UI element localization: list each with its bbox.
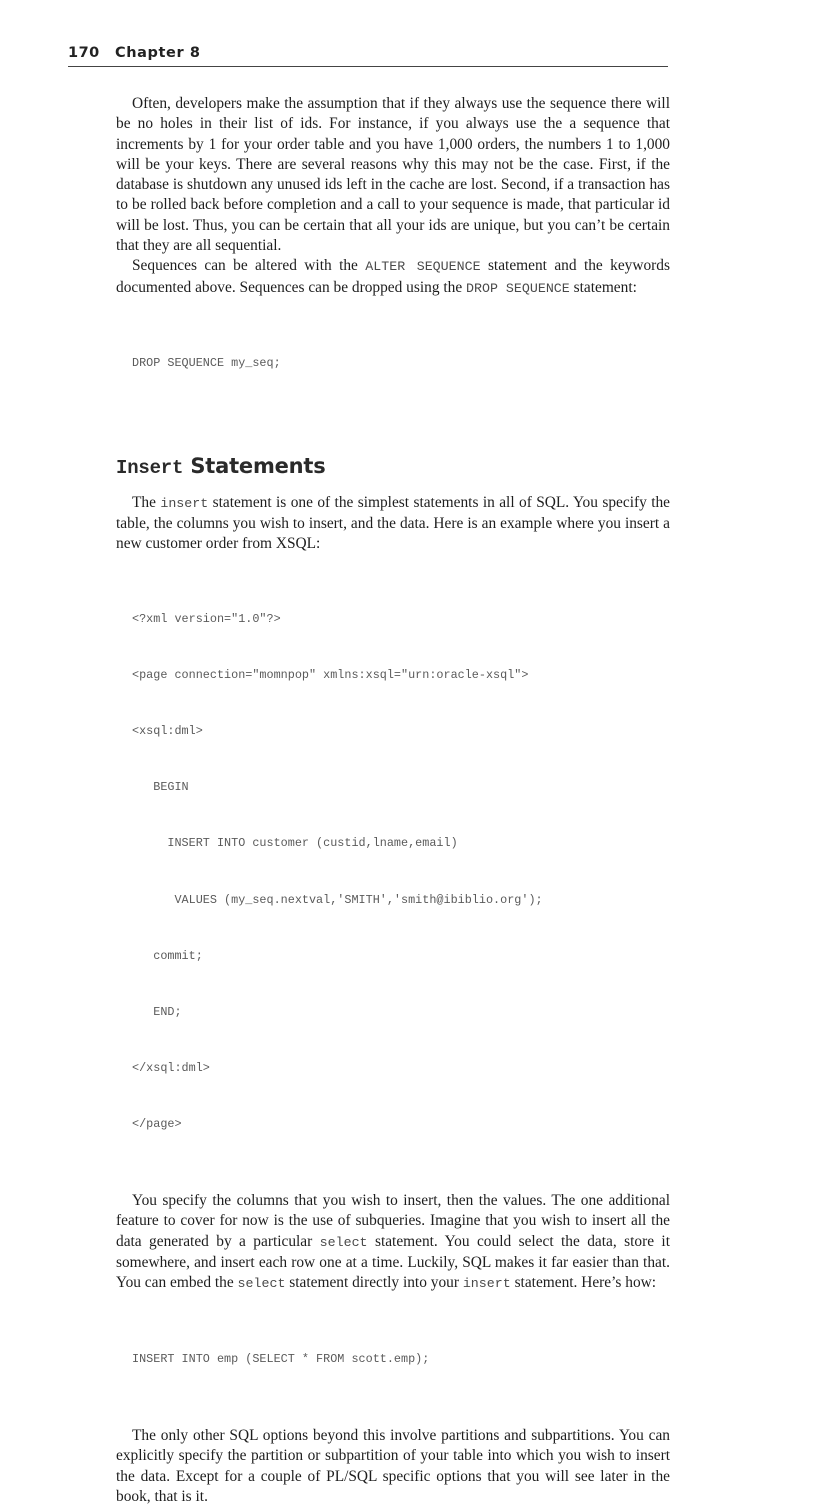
code-line: INSERT INTO customer (custid,lname,email): [132, 836, 458, 851]
paragraph-alter-drop: [116, 256, 670, 299]
paragraph-sequence-holes: Often, developers make the assumption that if they always use the sequence there will be no holes in their list of ids. For instance, if you always use the a sequence that increments by 1 for your order table and you have 1,000 orders, the numbers 1 to 1,000 will be your keys. There are several reasons why this may not be the case. First, if the database is shutdown any unused ids left in the cache are lost. Second, if a transaction has to be rolled back before completion and a call to your sequence is made, that particular id will be lost. Thus, you can be certain that all your ids are unique, but you can’t be certain that they are all sequential.: [116, 95, 670, 255]
paragraph-insert-intro: [116, 493, 670, 555]
inline-code: ALTER SEQUENCE: [365, 259, 481, 275]
inline-code: insert: [462, 1276, 511, 1292]
text-run: You specify the columns that you wish to insert, then the values. The one additional feature to cover for now is the use of subqueries. Imagine that you wish to insert all the data generated by a particular: [116, 1192, 670, 1250]
text-run: Sequences can be altered with the: [132, 257, 366, 275]
code-insert-select: [132, 1312, 670, 1406]
text-run: statement and the keywords documented above. Sequences can be dropped using the: [116, 257, 670, 296]
code-xsql-example: [132, 573, 670, 1171]
code-line: </page>: [132, 1116, 182, 1131]
paragraph-partitions: The only other SQL options beyond this involve partitions and subpartitions. You can explicitly specify the partition or subpartition of your table into which you wish to insert the data. Except for a couple of PL/SQL specific options that you will see later in the book, that is it.: [116, 1426, 670, 1505]
code-line: END;: [132, 1004, 182, 1019]
code-line: </xsql:dml>: [132, 1060, 210, 1075]
text-run: statement directly into your: [285, 1274, 463, 1292]
code-line: BEGIN: [132, 780, 189, 795]
code-drop-sequence: [132, 317, 670, 411]
text-run: statement is one of the simplest statements in all of SQL. You specify the table, the columns you wish to insert, and the data. Here is an example where you insert a new customer order from XSQL:: [116, 493, 670, 553]
heading-keyword: Insert: [116, 457, 184, 480]
inline-code: DROP SEQUENCE: [466, 280, 570, 296]
code-line: <?xml version="1.0"?>: [132, 612, 281, 627]
paragraph-subqueries: [116, 1191, 670, 1294]
inline-code: insert: [160, 495, 209, 511]
inline-code: select: [319, 1234, 368, 1250]
code-line: <xsql:dml>: [132, 724, 203, 739]
text-run: The: [132, 493, 161, 511]
code-line: INSERT INTO emp (SELECT * FROM scott.emp);: [132, 1351, 430, 1366]
chapter-title: Chapter 8: [115, 45, 201, 61]
page-number: 170: [68, 45, 100, 61]
inline-code: select: [237, 1276, 286, 1292]
text-run: statement:: [569, 278, 637, 296]
code-line: commit;: [132, 948, 203, 963]
code-line: <page connection="momnpop" xmlns:xsql="urn:oracle-xsql">: [132, 668, 529, 683]
text-run: statement. You could select the data, store it somewhere, and insert each row one at a time. Luckily, SQL makes it far easier than that. You can embed the: [116, 1232, 670, 1292]
running-header: [68, 44, 668, 67]
heading-text: Statements: [183, 454, 326, 479]
page-body: [116, 94, 670, 1507]
section-heading: [116, 456, 670, 478]
code-line: VALUES (my_seq.nextval,'SMITH','smith@ibiblio.org');: [132, 892, 543, 907]
text-run: statement. Here’s how:: [510, 1274, 657, 1292]
code-line: DROP SEQUENCE my_seq;: [132, 356, 281, 371]
